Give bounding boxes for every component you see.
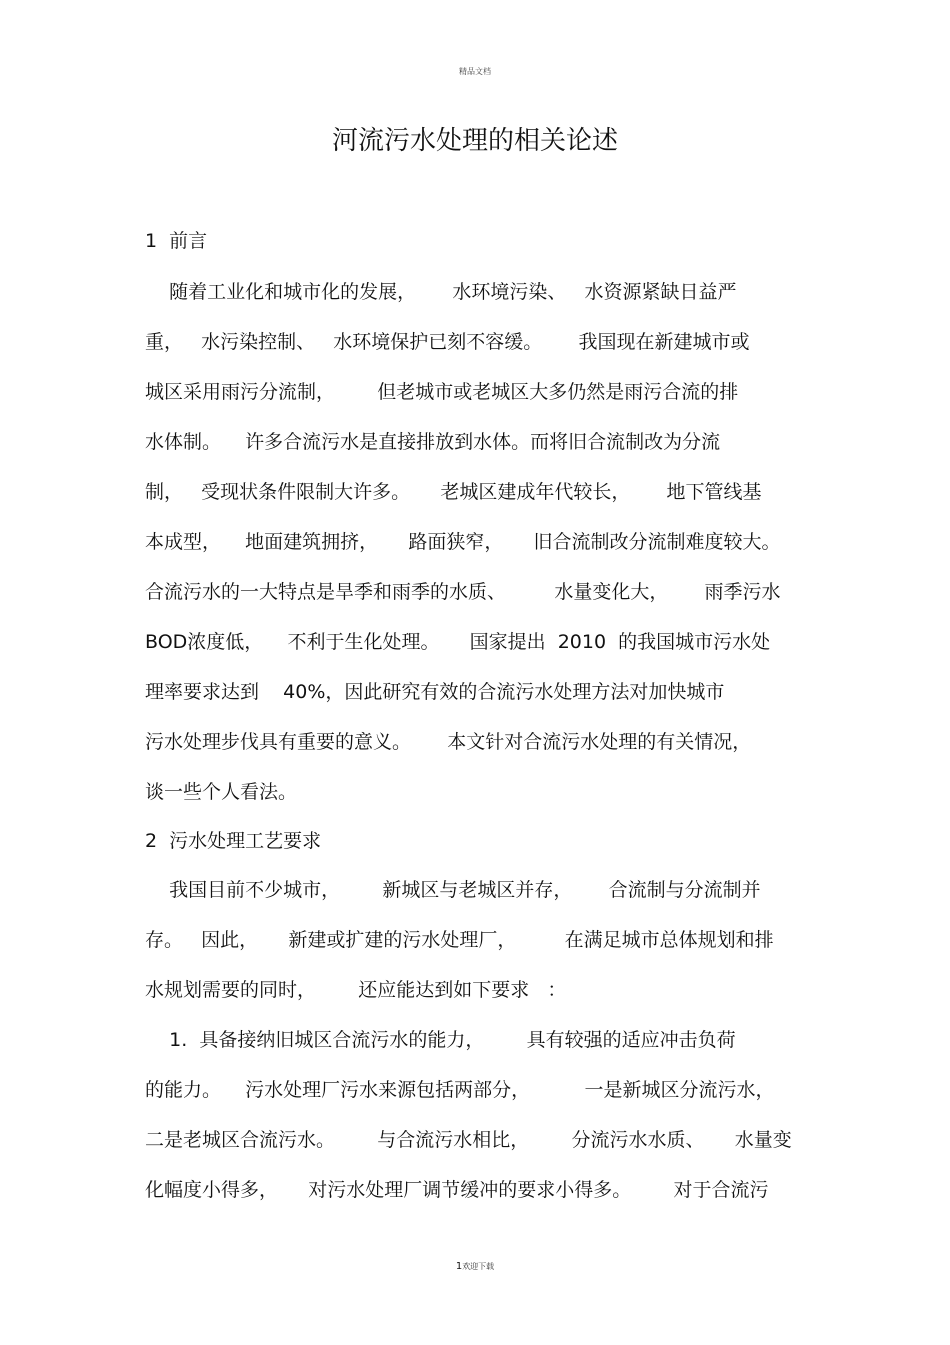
page-footer (0, 1261, 950, 1272)
text-line: 二是老城区合流污水。 与合流污水相比， 分流污水水质、 水量变 (145, 1129, 792, 1151)
text-line: 1 前言 (145, 230, 208, 252)
footer-text: 欢迎下载 (462, 1262, 495, 1271)
text-line: 城区采用雨污分流制， 但老城市或老城区大多仍然是雨污合流的排 (145, 381, 739, 403)
text-line: 2 污水处理工艺要求 (145, 830, 322, 852)
text-line: 谈一些个人看法。 (145, 781, 298, 803)
text-line: 制， 受现状条件限制大许多。 老城区建成年代较长， 地下管线基 (145, 481, 762, 503)
text-line: 我国目前不少城市， 新城区与老城区并存， 合流制与分流制并 (145, 879, 761, 901)
text-line: 1. 具备接纳旧城区合流污水的能力， 具有较强的适应冲击负荷 (145, 1029, 736, 1051)
text-line: 水规划需要的同时， 还应能达到如下要求 ： (145, 979, 567, 1001)
header-mark: 精品文档 (459, 67, 491, 76)
text-line: 存。 因此， 新建或扩建的污水处理厂， 在满足城市总体规划和排 (145, 929, 774, 951)
text-line: 合流污水的一大特点是旱季和雨季的水质、 水量变化大， 雨季污水 (145, 581, 781, 603)
text-line: 化幅度小得多， 对污水处理厂调节缓冲的要求小得多。 对于合流污 (145, 1179, 769, 1201)
text-line: 理率要求达到 40%，因此研究有效的合流污水处理方法对加快城市 (145, 681, 725, 703)
text-line: 水体制。 许多合流污水是直接排放到水体。而将旧合流制改为分流 (145, 431, 721, 453)
text-line: 污水处理步伐具有重要的意义。 本文针对合流污水处理的有关情况， (145, 731, 752, 753)
document-title: 河流污水处理的相关论述 (331, 126, 618, 156)
page-number: 1 (455, 1261, 463, 1272)
text-line: 重， 水污染控制、 水环境保护已刻不容缓。 我国现在新建城市或 (145, 331, 750, 353)
text-line: 本成型， 地面建筑拥挤， 路面狭窄， 旧合流制改分流制难度较大。 (145, 531, 781, 553)
text-line: 随着工业化和城市化的发展， 水环境污染、 水资源紧缺日益严 (145, 281, 737, 303)
text-line: 的能力。 污水处理厂污水来源包括两部分， 一是新城区分流污水， (145, 1079, 775, 1101)
text-line: BOD浓度低， 不利于生化处理。 国家提出 2010 的我国城市污水处 (145, 631, 771, 653)
